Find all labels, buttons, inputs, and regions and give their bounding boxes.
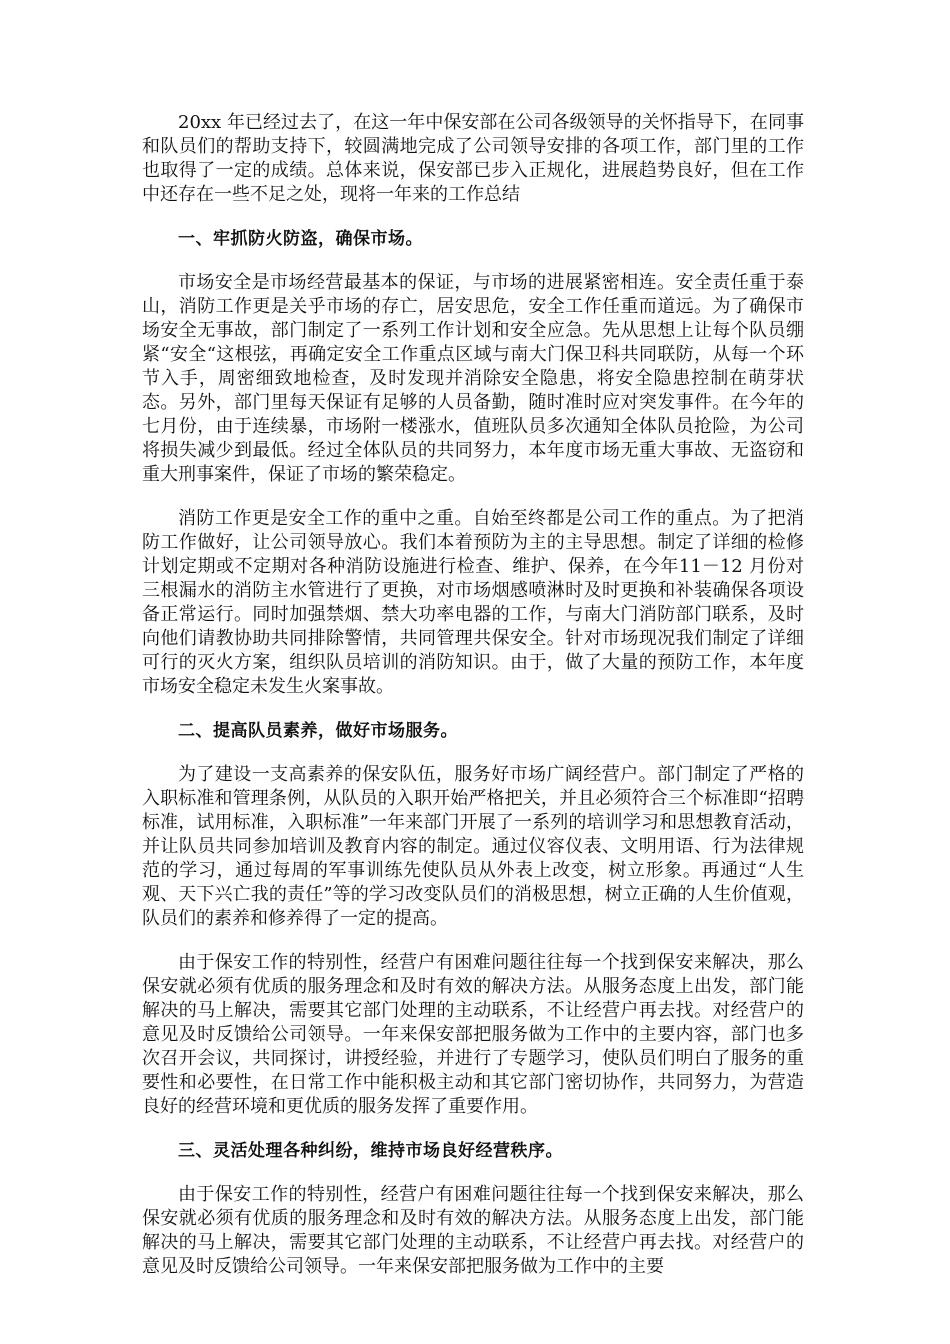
- document-page: [142, 111, 804, 1299]
- section-1-paragraph-2: 消防工作更是安全工作的重中之重。自始至终都是公司工作的重点。为了把消防工作做好，让公司领导放心。我们本着预防为主的主导思想。制定了详细的检修计划定期或不定期对各种消防设施进行检查、维护、保养，在今年11－12 月份对三根漏水的消防主水管进行了更换，对市场烟感喷淋时及时更换和补装确保各项设备正常运行。同时加强禁烟、禁大功率电器的工作，与南大门消防部门联系，及时向他们请教协助共同排除警情，共同管理共保安全。针对市场现况我们制定了详细可行的灭火方案，组织队员培训的消防知识。由于，做了大量的预防工作，本年度市场安全稳定未发生火案事故。: [142, 508, 804, 697]
- intro-paragraph: 20xx 年已经过去了，在这一年中保安部在公司各级领导的关怀指导下，在同事和队员们的帮助支持下，较圆满地完成了公司领导安排的各项工作，部门里的工作也取得了一定的成绩。总体来说，保安部已步入正规化，进展趋势良好，但在工作中还存在一些不足之处，现将一年来的工作总结: [142, 112, 804, 205]
- section-2-paragraph-1: 为了建设一支高素养的保安队伍，服务好市场广阔经营户。部门制定了严格的入职标准和管理条例，从队员的入职开始严格把关，并且必须符合三个标准即“招聘标准，试用标准，入职标准”一年来部门开展了一系列的培训学习和思想教育活动，并让队员共同参加培训及教育内容的制定。通过仪容仪表、文明用语、行为法律规范的学习，通过每周的军事训练先使队员从外表上改变，树立形象。再通过“人生观、天下兴亡我的责任”等的学习改变队员们的消极思想，树立正确的人生价值观，队员们的素养和修养得了一定的提高。: [142, 764, 804, 929]
- section-3-heading: 三、灵活处理各种纠纷，维持市场良好经营秩序。: [178, 1141, 563, 1161]
- section-3-paragraph-1: 由于保安工作的特别性，经营户有困难问题往往每一个找到保安来解决，那么保安就必须有优质的服务理念和及时有效的解决方法。从服务态度上出发，部门能解决的马上解决，需要其它部门处理的主动联系，不让经营户再去找。对经营户的意见及时反馈给公司领导。一年来保安部把服务做为工作中的主要: [142, 1184, 804, 1277]
- section-2-paragraph-2: 由于保安工作的特别性，经营户有困难问题往往每一个找到保安来解决，那么保安就必须有优质的服务理念和及时有效的解决方法。从服务态度上出发，部门能解决的马上解决，需要其它部门处理的主动联系，不让经营户再去找。对经营户的意见及时反馈给公司领导。一年来保安部把服务做为工作中的主要内容，部门也多次召开会议，共同探讨，讲授经验，并进行了专题学习，使队员们明白了服务的重要性和必要性，在日常工作中能积极主动和其它部门密切协作，共同努力，为营造良好的经营环境和更优质的服务发挥了重要作用。: [142, 952, 804, 1117]
- section-2-heading: 二、提高队员素养，做好市场服务。: [178, 721, 458, 741]
- section-1-paragraph-1: 市场安全是市场经营最基本的保证，与市场的进展紧密相连。安全责任重于泰山，消防工作更是关乎市场的存亡，居安思危，安全工作任重而道远。为了确保市场安全无事故，部门制定了一系列工作计划和安全应急。先从思想上让每个队员绷紧“安全“这根弦，再确定安全工作重点区域与南大门保卫科共同联防，从每一个环节入手，周密细致地检查，及时发现并消除安全隐患，将安全隐患控制在萌芽状态。另外，部门里每天保证有足够的人员备勤，随时准时应对突发事件。在今年的七月份，由于连续暴，市场附一楼涨水，值班队员多次通知全体队员抢险，为公司将损失减少到最低。经过全体队员的共同努力，本年度市场无重大事故、无盗窃和重大刑事案件，保证了市场的繁荣稳定。: [142, 272, 804, 485]
- section-1-heading: 一、牢抓防火防盗，确保市场。: [178, 229, 423, 249]
